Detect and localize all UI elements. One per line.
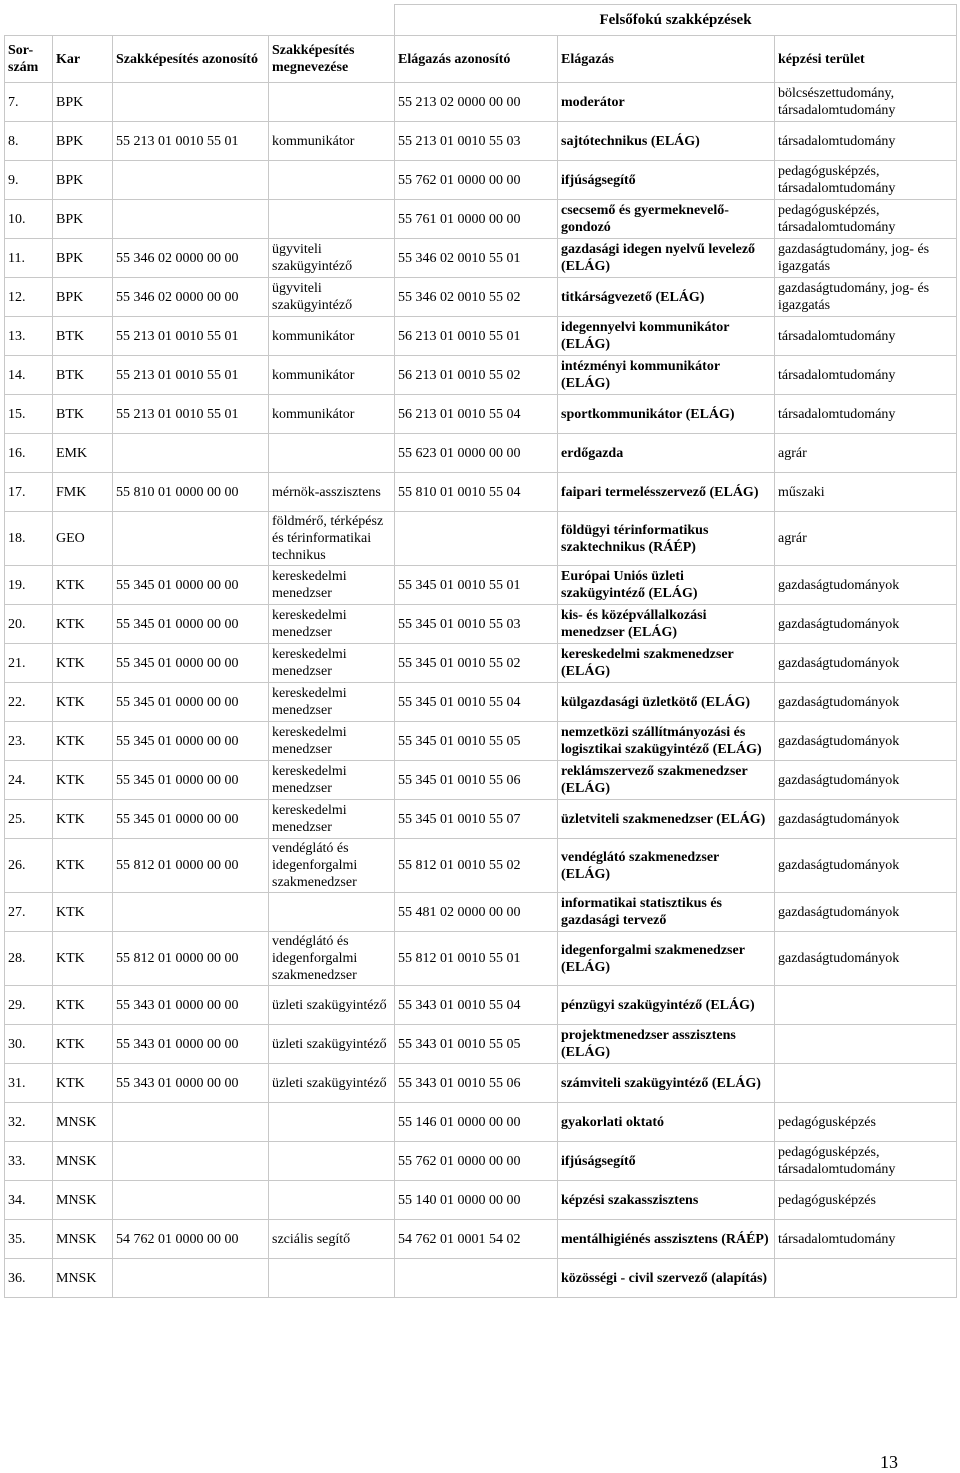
branch-id: 56 213 01 0010 55 01 bbox=[395, 317, 558, 356]
qualification-id: 55 343 01 0000 00 00 bbox=[113, 986, 269, 1025]
qualification-name: kereskedelmi menedzser bbox=[269, 683, 395, 722]
table-row bbox=[5, 239, 957, 278]
branch-id bbox=[395, 512, 558, 566]
row-number: 20. bbox=[5, 605, 53, 644]
table-row bbox=[5, 278, 957, 317]
row-number: 17. bbox=[5, 473, 53, 512]
faculty: BTK bbox=[53, 356, 113, 395]
qualification-name bbox=[269, 161, 395, 200]
header-cell: Elágazás azonosító bbox=[395, 36, 558, 83]
faculty: BPK bbox=[53, 239, 113, 278]
faculty: MNSK bbox=[53, 1220, 113, 1259]
qualification-name: szciális segítő bbox=[269, 1220, 395, 1259]
training-area: társadalomtudomány bbox=[775, 356, 957, 395]
training-area: pedagógusképzés, társadalomtudomány bbox=[775, 200, 957, 239]
row-number: 34. bbox=[5, 1181, 53, 1220]
branch-id: 56 213 01 0010 55 02 bbox=[395, 356, 558, 395]
qualification-name: kommunikátor bbox=[269, 122, 395, 161]
branch-id: 55 343 01 0010 55 06 bbox=[395, 1064, 558, 1103]
branch-id: 55 762 01 0000 00 00 bbox=[395, 161, 558, 200]
training-area: társadalomtudomány bbox=[775, 395, 957, 434]
qualification-id: 55 345 01 0000 00 00 bbox=[113, 722, 269, 761]
qualification-name: üzleti szakügyintéző bbox=[269, 1064, 395, 1103]
table-row bbox=[5, 566, 957, 605]
branch-name: földügyi térinformatikus szaktechnikus (RÁÉP) bbox=[558, 512, 775, 566]
table-row bbox=[5, 434, 957, 473]
training-area: gazdaságtudományok bbox=[775, 839, 957, 893]
faculty: KTK bbox=[53, 722, 113, 761]
branch-name: idegennyelvi kommunikátor (ELÁG) bbox=[558, 317, 775, 356]
qualification-name: mérnök-asszisztens bbox=[269, 473, 395, 512]
qualification-id: 55 213 01 0010 55 01 bbox=[113, 122, 269, 161]
training-table bbox=[4, 4, 957, 1298]
branch-id: 55 812 01 0010 55 02 bbox=[395, 839, 558, 893]
qualification-id: 55 345 01 0000 00 00 bbox=[113, 683, 269, 722]
qualification-name: vendéglátó és idegenforgalmi szakmenedzser bbox=[269, 932, 395, 986]
branch-id: 55 346 02 0010 55 02 bbox=[395, 278, 558, 317]
row-number: 15. bbox=[5, 395, 53, 434]
faculty: KTK bbox=[53, 683, 113, 722]
qualification-name: kommunikátor bbox=[269, 356, 395, 395]
faculty: MNSK bbox=[53, 1181, 113, 1220]
training-area: társadalomtudomány bbox=[775, 317, 957, 356]
training-area: gazdaságtudományok bbox=[775, 932, 957, 986]
training-area bbox=[775, 1064, 957, 1103]
table-row bbox=[5, 1103, 957, 1142]
branch-id: 55 623 01 0000 00 00 bbox=[395, 434, 558, 473]
table-body bbox=[5, 83, 957, 1298]
branch-id: 54 762 01 0001 54 02 bbox=[395, 1220, 558, 1259]
row-number: 29. bbox=[5, 986, 53, 1025]
faculty: KTK bbox=[53, 893, 113, 932]
branch-id: 55 345 01 0010 55 03 bbox=[395, 605, 558, 644]
qualification-id bbox=[113, 1142, 269, 1181]
training-area: gazdaságtudományok bbox=[775, 605, 957, 644]
table-row bbox=[5, 683, 957, 722]
branch-name: Európai Uniós üzleti szakügyintéző (ELÁG) bbox=[558, 566, 775, 605]
table-row bbox=[5, 356, 957, 395]
training-area: gazdaságtudományok bbox=[775, 566, 957, 605]
table-row bbox=[5, 395, 957, 434]
row-number: 31. bbox=[5, 1064, 53, 1103]
header-cell: Szakképesítés megnevezése bbox=[269, 36, 395, 83]
row-number: 32. bbox=[5, 1103, 53, 1142]
table-row bbox=[5, 1181, 957, 1220]
qualification-id bbox=[113, 161, 269, 200]
branch-id: 55 213 01 0010 55 03 bbox=[395, 122, 558, 161]
qualification-id bbox=[113, 434, 269, 473]
training-area: pedagógusképzés bbox=[775, 1181, 957, 1220]
qualification-id: 54 762 01 0000 00 00 bbox=[113, 1220, 269, 1259]
table-row bbox=[5, 644, 957, 683]
faculty: BPK bbox=[53, 83, 113, 122]
qualification-name bbox=[269, 1259, 395, 1298]
faculty: EMK bbox=[53, 434, 113, 473]
training-area: agrár bbox=[775, 434, 957, 473]
row-number: 19. bbox=[5, 566, 53, 605]
table-row bbox=[5, 200, 957, 239]
branch-name: ifjúságsegítő bbox=[558, 161, 775, 200]
branch-id: 55 343 01 0010 55 04 bbox=[395, 986, 558, 1025]
branch-name: faipari termelésszervező (ELÁG) bbox=[558, 473, 775, 512]
qualification-name: üzleti szakügyintéző bbox=[269, 1025, 395, 1064]
branch-name: számviteli szakügyintéző (ELÁG) bbox=[558, 1064, 775, 1103]
branch-name: külgazdasági üzletkötő (ELÁG) bbox=[558, 683, 775, 722]
faculty: KTK bbox=[53, 761, 113, 800]
branch-name: képzési szakasszisztens bbox=[558, 1181, 775, 1220]
qualification-name: kommunikátor bbox=[269, 317, 395, 356]
faculty: KTK bbox=[53, 605, 113, 644]
branch-name: közösségi - civil szervező (alapítás) bbox=[558, 1259, 775, 1298]
training-area: gazdaságtudományok bbox=[775, 722, 957, 761]
qualification-id: 55 213 01 0010 55 01 bbox=[113, 356, 269, 395]
training-area: gazdaságtudományok bbox=[775, 761, 957, 800]
qualification-id bbox=[113, 512, 269, 566]
qualification-name: kereskedelmi menedzser bbox=[269, 605, 395, 644]
qualification-name: kereskedelmi menedzser bbox=[269, 644, 395, 683]
row-number: 8. bbox=[5, 122, 53, 161]
row-number: 30. bbox=[5, 1025, 53, 1064]
row-number: 24. bbox=[5, 761, 53, 800]
branch-name: erdőgazda bbox=[558, 434, 775, 473]
branch-name: ifjúságsegítő bbox=[558, 1142, 775, 1181]
row-number: 22. bbox=[5, 683, 53, 722]
faculty: KTK bbox=[53, 932, 113, 986]
title-spacer bbox=[5, 5, 395, 36]
branch-name: vendéglátó szakmenedzser (ELÁG) bbox=[558, 839, 775, 893]
row-number: 27. bbox=[5, 893, 53, 932]
qualification-name: ügyviteli szakügyintéző bbox=[269, 278, 395, 317]
table-row bbox=[5, 1025, 957, 1064]
row-number: 26. bbox=[5, 839, 53, 893]
qualification-name: kereskedelmi menedzser bbox=[269, 722, 395, 761]
branch-name: pénzügyi szakügyintéző (ELÁG) bbox=[558, 986, 775, 1025]
branch-name: titkárságvezető (ELÁG) bbox=[558, 278, 775, 317]
faculty: BPK bbox=[53, 161, 113, 200]
table-row bbox=[5, 1142, 957, 1181]
qualification-id: 55 345 01 0000 00 00 bbox=[113, 605, 269, 644]
branch-name: idegenforgalmi szakmenedzser (ELÁG) bbox=[558, 932, 775, 986]
header-cell: Sor-szám bbox=[5, 36, 53, 83]
table-row bbox=[5, 1220, 957, 1259]
row-number: 23. bbox=[5, 722, 53, 761]
header-row bbox=[5, 36, 957, 83]
table-row bbox=[5, 83, 957, 122]
branch-name: kis- és középvállalkozási menedzser (ELÁG) bbox=[558, 605, 775, 644]
branch-id: 55 346 02 0010 55 01 bbox=[395, 239, 558, 278]
qualification-name: vendéglátó és idegenforgalmi szakmenedzser bbox=[269, 839, 395, 893]
table-title: Felsőfokú szakképzések bbox=[395, 5, 957, 36]
faculty: KTK bbox=[53, 839, 113, 893]
branch-id: 56 213 01 0010 55 04 bbox=[395, 395, 558, 434]
branch-name: moderátor bbox=[558, 83, 775, 122]
branch-id: 55 810 01 0010 55 04 bbox=[395, 473, 558, 512]
qualification-name: ügyviteli szakügyintéző bbox=[269, 239, 395, 278]
branch-name: mentálhigiénés asszisztens (RÁÉP) bbox=[558, 1220, 775, 1259]
row-number: 25. bbox=[5, 800, 53, 839]
branch-name: kereskedelmi szakmenedzser (ELÁG) bbox=[558, 644, 775, 683]
qualification-name: földmérő, térképész és térinformatikai technikus bbox=[269, 512, 395, 566]
qualification-id: 55 346 02 0000 00 00 bbox=[113, 239, 269, 278]
training-area: pedagógusképzés, társadalomtudomány bbox=[775, 1142, 957, 1181]
row-number: 35. bbox=[5, 1220, 53, 1259]
table-row bbox=[5, 761, 957, 800]
branch-id: 55 213 02 0000 00 00 bbox=[395, 83, 558, 122]
qualification-name: kereskedelmi menedzser bbox=[269, 566, 395, 605]
training-area: gazdaságtudományok bbox=[775, 893, 957, 932]
row-number: 9. bbox=[5, 161, 53, 200]
qualification-name bbox=[269, 200, 395, 239]
qualification-id bbox=[113, 1103, 269, 1142]
table-row bbox=[5, 839, 957, 893]
branch-name: gyakorlati oktató bbox=[558, 1103, 775, 1142]
branch-id: 55 345 01 0010 55 07 bbox=[395, 800, 558, 839]
branch-id bbox=[395, 1259, 558, 1298]
row-number: 21. bbox=[5, 644, 53, 683]
faculty: MNSK bbox=[53, 1259, 113, 1298]
faculty: MNSK bbox=[53, 1103, 113, 1142]
faculty: KTK bbox=[53, 986, 113, 1025]
training-area: bölcsészettudomány, társadalomtudomány bbox=[775, 83, 957, 122]
qualification-name bbox=[269, 83, 395, 122]
training-area: agrár bbox=[775, 512, 957, 566]
qualification-id bbox=[113, 200, 269, 239]
row-number: 33. bbox=[5, 1142, 53, 1181]
table-row bbox=[5, 512, 957, 566]
qualification-id: 55 345 01 0000 00 00 bbox=[113, 644, 269, 683]
branch-name: nemzetközi szállítmányozási és logisztikai szakügyintéző (ELÁG) bbox=[558, 722, 775, 761]
faculty: FMK bbox=[53, 473, 113, 512]
table-row bbox=[5, 932, 957, 986]
table-row bbox=[5, 1064, 957, 1103]
branch-name: informatikai statisztikus és gazdasági tervező bbox=[558, 893, 775, 932]
faculty: KTK bbox=[53, 800, 113, 839]
header-cell: Kar bbox=[53, 36, 113, 83]
branch-id: 55 140 01 0000 00 00 bbox=[395, 1181, 558, 1220]
page-number: 13 bbox=[880, 1452, 898, 1472]
faculty: BTK bbox=[53, 395, 113, 434]
branch-name: sajtótechnikus (ELÁG) bbox=[558, 122, 775, 161]
qualification-name: kereskedelmi menedzser bbox=[269, 761, 395, 800]
branch-id: 55 345 01 0010 55 05 bbox=[395, 722, 558, 761]
qualification-name bbox=[269, 893, 395, 932]
qualification-id bbox=[113, 893, 269, 932]
qualification-id: 55 343 01 0000 00 00 bbox=[113, 1025, 269, 1064]
training-area: gazdaságtudományok bbox=[775, 800, 957, 839]
branch-id: 55 345 01 0010 55 02 bbox=[395, 644, 558, 683]
row-number: 11. bbox=[5, 239, 53, 278]
faculty: KTK bbox=[53, 1064, 113, 1103]
header-cell: Szakképesítés azonosító bbox=[113, 36, 269, 83]
qualification-id: 55 345 01 0000 00 00 bbox=[113, 566, 269, 605]
faculty: KTK bbox=[53, 1025, 113, 1064]
row-number: 16. bbox=[5, 434, 53, 473]
branch-name: intézményi kommunikátor (ELÁG) bbox=[558, 356, 775, 395]
row-number: 7. bbox=[5, 83, 53, 122]
table-row bbox=[5, 722, 957, 761]
qualification-id: 55 343 01 0000 00 00 bbox=[113, 1064, 269, 1103]
faculty: MNSK bbox=[53, 1142, 113, 1181]
header-cell: képzési terület bbox=[775, 36, 957, 83]
branch-id: 55 762 01 0000 00 00 bbox=[395, 1142, 558, 1181]
training-area bbox=[775, 1025, 957, 1064]
table-row bbox=[5, 317, 957, 356]
qualification-id: 55 812 01 0000 00 00 bbox=[113, 839, 269, 893]
qualification-id bbox=[113, 83, 269, 122]
training-area: gazdaságtudományok bbox=[775, 644, 957, 683]
qualification-id: 55 346 02 0000 00 00 bbox=[113, 278, 269, 317]
qualification-id bbox=[113, 1181, 269, 1220]
row-number: 12. bbox=[5, 278, 53, 317]
branch-name: reklámszervező szakmenedzser (ELÁG) bbox=[558, 761, 775, 800]
qualification-id: 55 345 01 0000 00 00 bbox=[113, 761, 269, 800]
qualification-id: 55 213 01 0010 55 01 bbox=[113, 317, 269, 356]
faculty: BTK bbox=[53, 317, 113, 356]
faculty: KTK bbox=[53, 566, 113, 605]
training-area: társadalomtudomány bbox=[775, 122, 957, 161]
qualification-name bbox=[269, 434, 395, 473]
branch-id: 55 812 01 0010 55 01 bbox=[395, 932, 558, 986]
training-area: gazdaságtudományok bbox=[775, 683, 957, 722]
training-area bbox=[775, 1259, 957, 1298]
table-row bbox=[5, 986, 957, 1025]
row-number: 28. bbox=[5, 932, 53, 986]
branch-id: 55 343 01 0010 55 05 bbox=[395, 1025, 558, 1064]
faculty: KTK bbox=[53, 644, 113, 683]
branch-id: 55 481 02 0000 00 00 bbox=[395, 893, 558, 932]
header-cell: Elágazás bbox=[558, 36, 775, 83]
row-number: 10. bbox=[5, 200, 53, 239]
training-area: társadalomtudomány bbox=[775, 1220, 957, 1259]
branch-name: gazdasági idegen nyelvű levelező (ELÁG) bbox=[558, 239, 775, 278]
branch-id: 55 761 01 0000 00 00 bbox=[395, 200, 558, 239]
qualification-name: üzleti szakügyintéző bbox=[269, 986, 395, 1025]
qualification-name bbox=[269, 1181, 395, 1220]
qualification-name bbox=[269, 1142, 395, 1181]
branch-name: sportkommunikátor (ELÁG) bbox=[558, 395, 775, 434]
training-area: műszaki bbox=[775, 473, 957, 512]
document-page bbox=[4, 4, 956, 1472]
qualification-name: kommunikátor bbox=[269, 395, 395, 434]
faculty: BPK bbox=[53, 200, 113, 239]
qualification-name bbox=[269, 1103, 395, 1142]
row-number: 13. bbox=[5, 317, 53, 356]
qualification-id: 55 812 01 0000 00 00 bbox=[113, 932, 269, 986]
training-area: gazdaságtudomány, jog- és igazgatás bbox=[775, 239, 957, 278]
training-area bbox=[775, 986, 957, 1025]
qualification-id: 55 345 01 0000 00 00 bbox=[113, 800, 269, 839]
table-row bbox=[5, 800, 957, 839]
branch-id: 55 345 01 0010 55 04 bbox=[395, 683, 558, 722]
branch-name: projektmenedzser asszisztens (ELÁG) bbox=[558, 1025, 775, 1064]
row-number: 18. bbox=[5, 512, 53, 566]
branch-id: 55 345 01 0010 55 01 bbox=[395, 566, 558, 605]
row-number: 14. bbox=[5, 356, 53, 395]
table-row bbox=[5, 473, 957, 512]
qualification-name: kereskedelmi menedzser bbox=[269, 800, 395, 839]
training-area: pedagógusképzés, társadalomtudomány bbox=[775, 161, 957, 200]
qualification-id: 55 213 01 0010 55 01 bbox=[113, 395, 269, 434]
training-area: gazdaságtudomány, jog- és igazgatás bbox=[775, 278, 957, 317]
qualification-id bbox=[113, 1259, 269, 1298]
branch-name: csecsemő és gyermeknevelő-gondozó bbox=[558, 200, 775, 239]
table-row bbox=[5, 605, 957, 644]
branch-id: 55 146 01 0000 00 00 bbox=[395, 1103, 558, 1142]
table-row bbox=[5, 122, 957, 161]
branch-name: üzletviteli szakmenedzser (ELÁG) bbox=[558, 800, 775, 839]
qualification-id: 55 810 01 0000 00 00 bbox=[113, 473, 269, 512]
table-row bbox=[5, 161, 957, 200]
training-area: pedagógusképzés bbox=[775, 1103, 957, 1142]
faculty: BPK bbox=[53, 122, 113, 161]
table-row bbox=[5, 893, 957, 932]
table-row bbox=[5, 1259, 957, 1298]
faculty: GEO bbox=[53, 512, 113, 566]
faculty: BPK bbox=[53, 278, 113, 317]
branch-id: 55 345 01 0010 55 06 bbox=[395, 761, 558, 800]
row-number: 36. bbox=[5, 1259, 53, 1298]
